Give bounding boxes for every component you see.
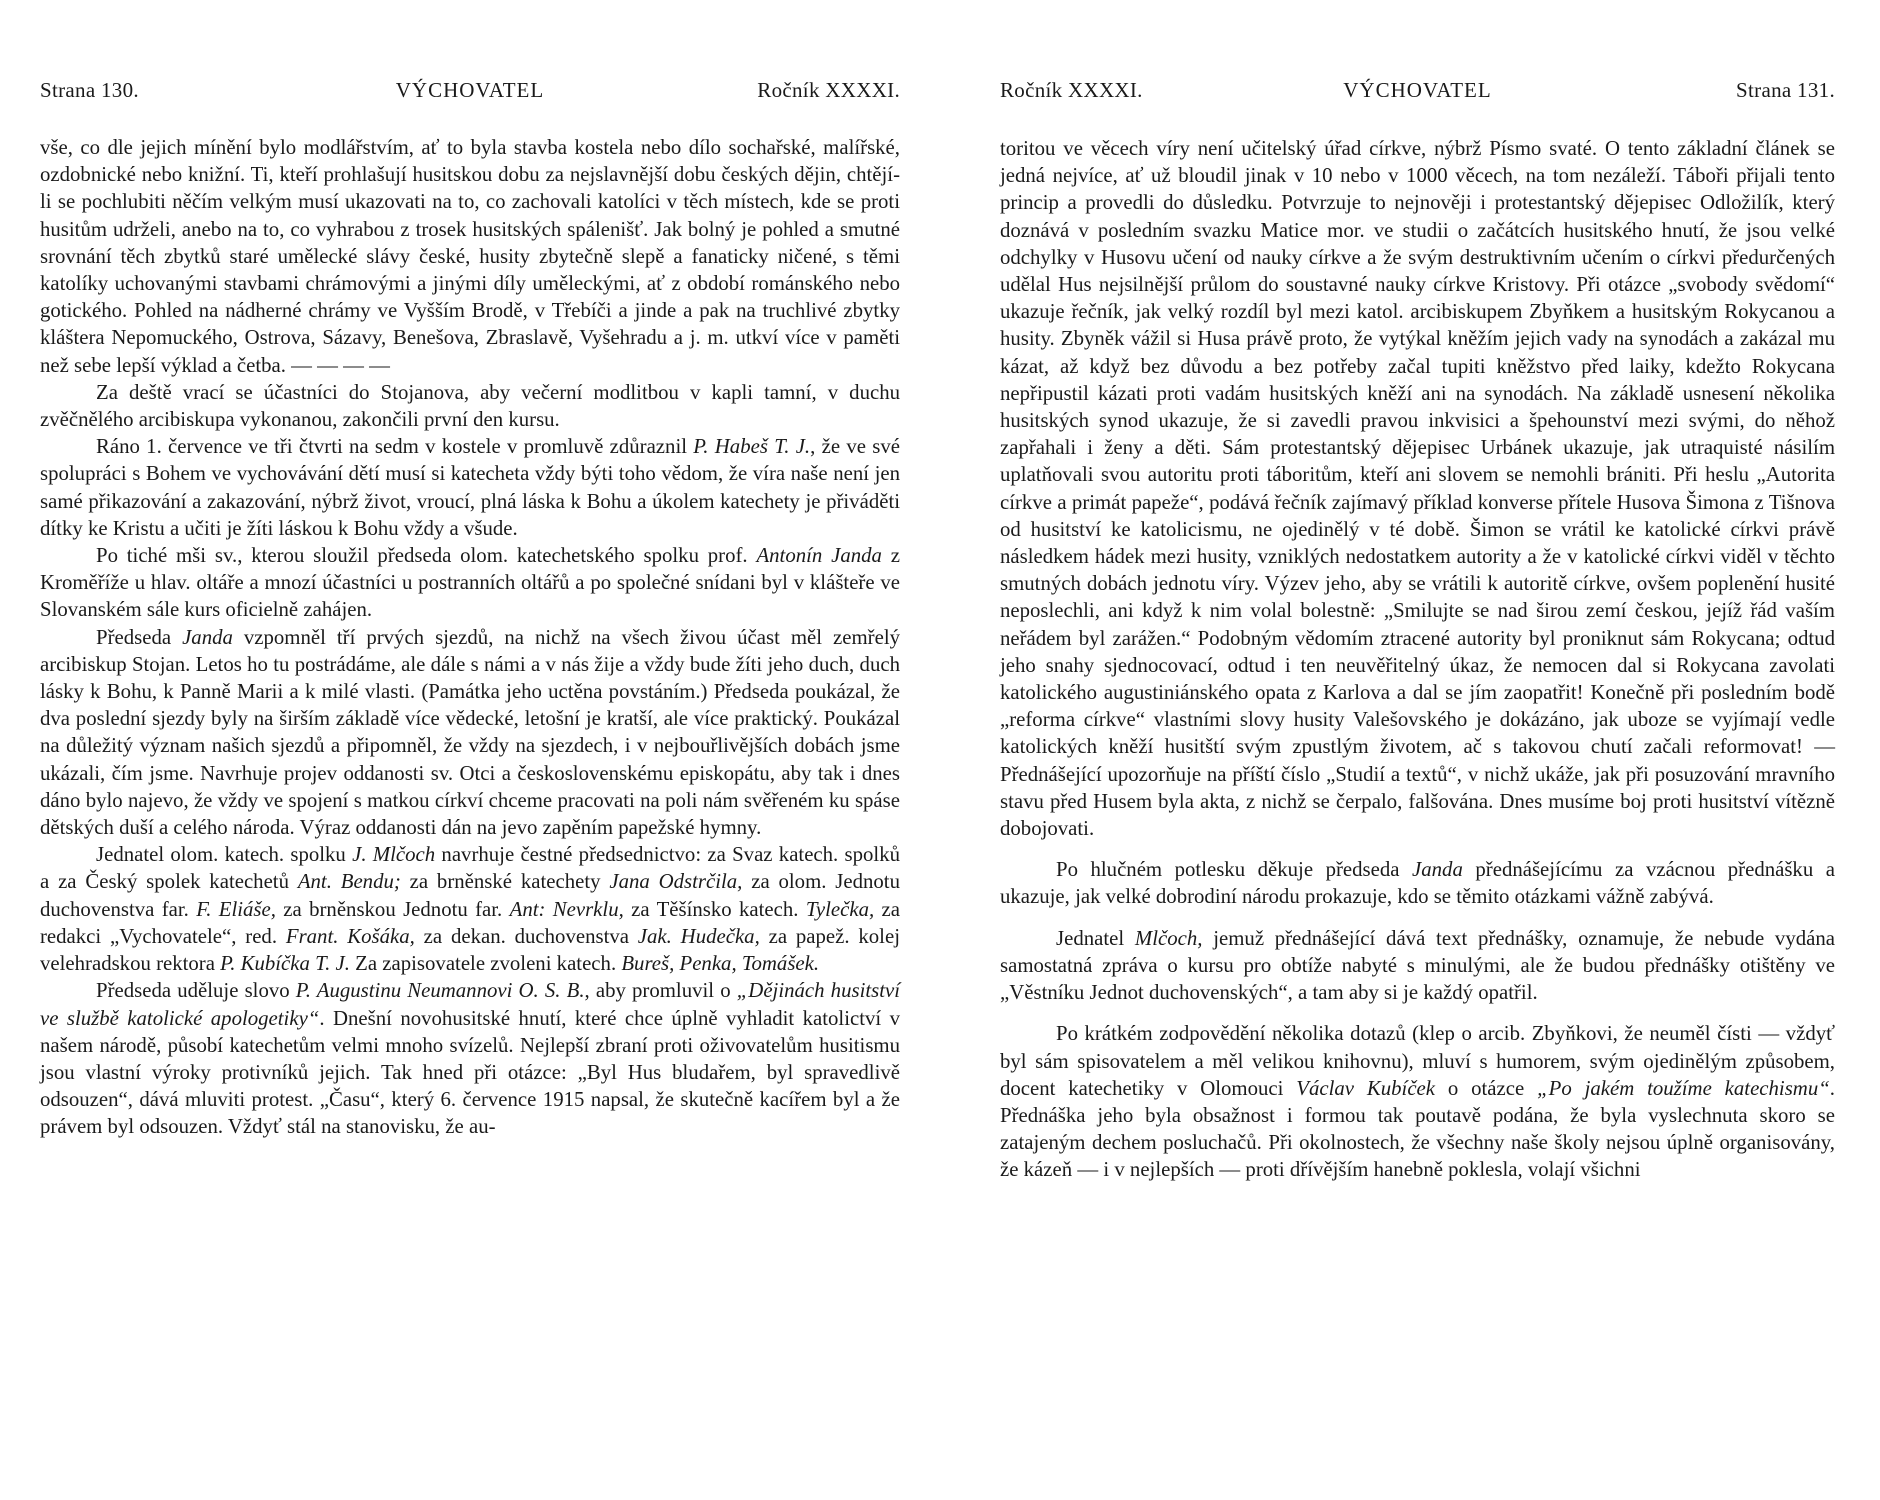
text-run: za brněnskou Jednotu far. (275, 897, 510, 921)
text-run: , že ve své spolupráci s Bohem ve vychovávání dětí musí si katecheta vždy býti toho vědom, že víra naše není jen samé přikazování a zakazování, nýbrž život, vroucí, plná láska k Bohu a úkolem katechety je přiváděti dítky ke Kristu a učiti je žíti láskou k Bohu vždy a všude. (40, 435, 900, 540)
italic-name: Tylečka, (805, 897, 875, 921)
italic-name: Ant. Bendu; (297, 870, 401, 894)
paragraph (1000, 135, 1835, 842)
text-run: . Dnešní novohusitské hnutí, které chce úplně vyhladit katolictví v našem národě, působí katechetům velmi mnoho svízelů. Nejlepší zbraní proti oživovatelům husitismu jsou vlastní výroky protivníků jejich. Tak hned při otázce: „Byl Hus bludařem, byl spravedlivě odsouzen“, dává mluviti protest. „Času“, který 6. července 1915 napsal, že skutečně kacířem byl a že právem byl odsouzen. Vždyť stál na stanovisku, že au- (40, 1006, 900, 1139)
italic-name: Václav Kubíček (1296, 1076, 1436, 1100)
italic-name: Mlčoch, (1134, 926, 1203, 950)
page-number: Strana 130. (40, 78, 139, 102)
text-run: o otázce (1435, 1076, 1538, 1100)
text-run: Za deště vrací se účastníci do Stojanova, aby večerní modlitbou v kapli tamní, v duchu zvěčnělého arcibiskupa vykonanou, zakončili první den kursu. (40, 380, 900, 432)
text-run: za brněnské katechety (400, 870, 610, 894)
italic-name: Jak. Hudečka, (637, 924, 760, 948)
italic-name: „Po jakém toužíme katechismu“ (1537, 1076, 1830, 1100)
right-page (1000, 0, 1835, 1500)
paragraph (40, 977, 900, 1140)
left-page (40, 0, 900, 1500)
text-run: za olom. Jednotu duchovenstva far. (40, 870, 900, 921)
italic-name: P. Kubíčka T. J. (220, 952, 350, 976)
left-page-header (40, 78, 900, 108)
journal-title: VÝCHOVATEL (395, 78, 545, 102)
right-page-header (1000, 78, 1835, 108)
text-run: Po hlučném potlesku děkuje předseda (1056, 858, 1413, 882)
paragraph (40, 841, 900, 977)
text-run: Ráno 1. července ve tři čtvrti na sedm v kostele v promluvě zdůraznil (96, 435, 694, 459)
text-run: za dekan. duchovenstva (414, 924, 638, 948)
paragraph (40, 433, 900, 542)
paragraph (40, 624, 900, 842)
left-page-body (40, 134, 900, 1141)
italic-name: P. Augustinu Neumannovi O. S. B. (295, 979, 585, 1003)
italic-name: F. Eliáše, (196, 897, 276, 921)
text-run: za redakci „Vychovatele“, red. (40, 897, 900, 948)
text-run: za Těšínsko katech. (623, 897, 806, 921)
italic-name: J. Mlčoch (352, 843, 436, 867)
text-run: Jednatel olom. katech. spolku (96, 843, 353, 867)
text-run: vše, co dle jejich mínění bylo modlářstvím, ať to byla stavba kostela nebo dílo sochařské, malířské, ozdobnické nebo knižní. Ti, kteří prohlašují husitskou dobu za nejslavnější dobu českých dějin, chtějí-li se pochlubiti něčím velkým musí ukazovati na to, co zachovali katolíci v těch místech, kde se proti husitům udrželi, anebo na to, co vyhrabou z trosek husitských spálenišť. Jak bolný je pohled a smutné srovnání těch zbytků staré umělecké slávy české, husity zbytečně slepě a fanaticky ničené, s těmi katolíky uchovanými stavbami chrámovými a jinými díly uměleckými, ať z období románského nebo gotického. Pohled na nádherné chrámy ve Vyšším Brodě, v Třebíči a jinde a pak na truchlivé zbytky kláštera Nepomuckého, Ostrova, Sázavy, Benešova, Zbraslavě, Vyšehradu a j. m. utkví více v paměti než sebe lepší výklad a četba. — — — — (40, 136, 900, 377)
italic-name: Janda (182, 625, 233, 649)
text-run: , aby promluvil o (584, 979, 737, 1003)
text-run: Po krátkém zodpovědění několika dotazů (klep o arcib. Zbyňkovi, že neuměl čísti — vždyť byl sám spisovatelem a měl velikou knihovnu), mluví s humorem, svým ojedinělým způsobem, docent katechetiky v Olomouci (1000, 1022, 1835, 1100)
paragraph (40, 542, 900, 624)
text-run: toritou ve věcech víry není učitelský úřad církve, nýbrž Písmo svaté. O tento základní článek se jedná nejvíce, ať už bloudil jinak v 10 nebo v 1000 věcech, na tom nezáleží. Táboři přijali tento princip a provedli do důsledku. Potvrzuje to nejnověji i protestantský dějepisec Odložilík, který doznává v posledním svazku Matice mor. ve studii o začátcích husitského hnutí, že jsou velké odchylky v Husovu učení od nauky církve a že svým destruktivním učením o církvi předurčených udělal Hus nejsilnější průlom do soustavné nauky církve Kristovy. Při otázce „svobody svědomí“ ukazuje řečník, jak velký rozdíl byl mezi katol. arcibiskupem Zbyňkem a husitským Rokycanou a husity. Zbyněk vážil si Husa právě proto, že vytýkal kněžím jejich vady na synodách a zakázal mu kázat, až když bez důvodu a bez potřeby začal tupiti kněžstvo před laiky, kdežto Rokycana nepřipustil kázati proti vadám husitských kněží ani na synodách. Na základě usnesení několika husitských synod ukazuje, že si zavedli pravou inkvisici a špehounství mezi svými, do něhož zapřahali i ženy a děti. Sám protestantský dějepisec Urbánek ukazuje, jak utraquisté násilím uplatňovali svou autoritu proti táboritům, kteří ani slovem se nemohli brániti. Při heslu „Autorita církve a primát papeže“, podává řečník zajímavý příklad konverse přítele Husova Šimona z Tišnova od husitství ke katolicismu, ne ojedinělý v té době. Šimon se vrátil ke katolické církvi právě následkem hádek mezi husity, vzniklých nedostatkem autority a že v katolické církvi viděl v těchto smutných dobách jednotu víry. Výzev jeho, aby se vrátili k autoritě církve, ovšem poplenění husité neposlechli, ani když k nim volal bolestně: „Smilujte se nad širou zemí českou, jejíž řád vaším neřádem byl zarážen.“ Podobným vědomím ztracené autority byl proniknut sám Rokycana; odtud jeho snahy sjednocovací, odtud i ten neuvěřitelný úkaz, že nemocen dal si Rokycana zavolati katolického augustiniánského opata z Karlova a dal se jím zaopatřit! Konečně při posledním bodě „reforma církve“ vlastními slovy husity Valešovského je dokázáno, jak uboze se vyjímají vedle katolických kněží husitští svým zpustlým životem, ač s takovou chutí začali reformovat! — Přednášející upozorňuje na příští číslo „Studií a textů“, v nichž ukáže, jak při posuzování mravního stavu před Husem byla akta, z nichž se čerpalo, falšována. Dnes musíme boj proti husitství vítězně dobojovati. (1000, 137, 1835, 841)
italic-name: Bureš, Penka, Tomášek. (621, 952, 820, 976)
text-run: navrhuje čestné předsednictvo: za Svaz katech. spolků a za Český spolek katechetů (40, 843, 900, 894)
paragraph (40, 134, 900, 379)
paragraph (40, 379, 900, 433)
text-run: Předseda (96, 625, 183, 649)
text-run: Za zapisovatele zvoleni katech. (349, 952, 622, 976)
text-run: z Kroměříže u hlav. oltáře a mnozí účastníci u postranních oltářů a po společné snídani byl v klášteře ve Slovanském sále kurs oficielně zahájen. (40, 544, 900, 622)
italic-name: „Dějinách husitství ve službě katolické apologetiky“ (40, 979, 900, 1030)
paragraph (1000, 856, 1835, 910)
italic-name: Jana Odstrčila, (609, 870, 743, 894)
italic-name: Janda (1412, 858, 1463, 882)
text-run: vzpomněl tří prvých sjezdů, na nichž na všech živou účast měl zemřelý arcibiskup Stojan. Letos ho tu postrádáme, ale dále s námi a v nás žije a vždy bude žíti jeho duch, duch lásky k Bohu, k Panně Marii a k milé vlasti. (Památka jeho uctěna povstáním.) Předseda poukázal, že dva poslední sjezdy byly na širším základě více vědecké, letošní je kratší, ale více praktický. Poukázal na důležitý význam našich sjezdů a připomněl, že vždy na sjezdech, i v nejbouřlivějších dobách jsme ukázali, čím jsme. Navrhuje projev oddanosti sv. Otci a československému episkopátu, aby tak i dnes dáno bylo najevo, že vždy ve spojení s matkou církví chceme pracovati na poli nám svěřeném ku spáse dětských duší a celého národa. Výraz oddanosti dán na jevo zapěním papežské hymny. (40, 625, 900, 840)
text-run: jemuž přednášející dává text přednášky, oznamuje, že nebude vydána samostatná zpráva o kursu pro obtíže nabyté s minulými, ale že budou přednášky otištěny ve „Věstníku Jednot duchovenských“, a tam aby si je každý opatřil. (1000, 926, 1835, 1005)
text-run: . Přednáška jeho byla obsažnost i formou tak poutavě podána, že byla vyslechnuta skoro se zatajeným dechem posluchačů. Při okolnostech, že všechny naše školy nejsou úplně organisovány, že kázeň — i v nejlepších — proti dřívějším hanebně poklesla, volají všichni (1000, 1076, 1835, 1182)
text-run: Předseda uděluje slovo (96, 979, 296, 1003)
text-run: přednášejícímu za vzácnou přednášku a ukazuje, jak velké dobrodiní národu prokazuje, kdo se těmito otázkami vážně zabývá. (1000, 858, 1835, 909)
italic-name: Ant: Nevrklu, (509, 897, 624, 921)
text-run: Jednatel (1056, 926, 1135, 950)
journal-title: VÝCHOVATEL (1343, 78, 1492, 102)
text-run: za papež. kolej velehradskou rektora (40, 924, 900, 976)
volume-label: Ročník XXXXI. (1000, 78, 1143, 102)
volume-label: Ročník XXXXI. (757, 78, 900, 102)
italic-name: Frant. Košáka, (285, 924, 415, 948)
text-run: Po tiché mši sv., kterou sloužil předseda olom. katechetského spolku prof. (96, 544, 757, 568)
italic-name: Antonín Janda (756, 544, 882, 568)
page-number: Strana 131. (1736, 78, 1835, 102)
right-page-body (1000, 135, 1835, 1184)
italic-name: P. Habeš T. J. (693, 435, 811, 459)
paragraph (1000, 1020, 1835, 1183)
paragraph (1000, 925, 1835, 1007)
